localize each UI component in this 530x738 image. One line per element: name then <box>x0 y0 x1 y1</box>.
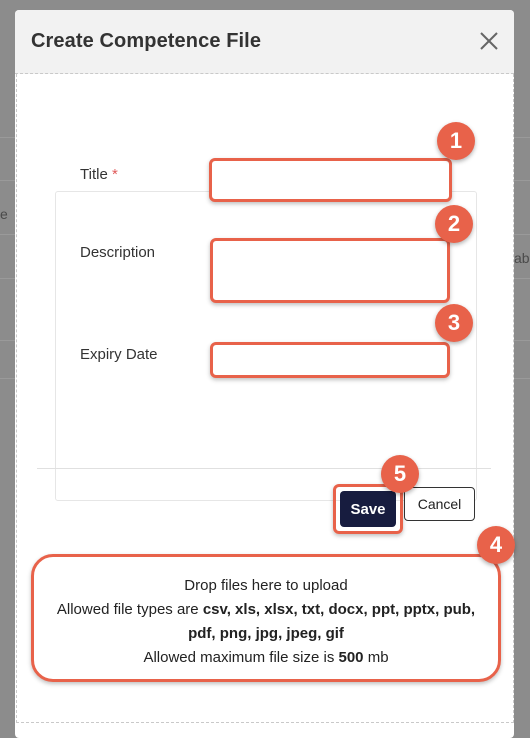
annotation-badge-2: 2 <box>435 205 473 243</box>
file-dropzone[interactable] <box>31 554 501 682</box>
annotation-badge-1: 1 <box>437 122 475 160</box>
footer-divider <box>37 468 491 469</box>
modal-title: Create Competence File <box>31 30 262 52</box>
dropzone-instruction: Drop files here to upload <box>184 577 348 594</box>
cancel-button[interactable]: Cancel <box>404 487 475 521</box>
title-label: Title * <box>80 166 118 183</box>
annotation-badge-5: 5 <box>381 455 419 493</box>
max-size-line: Allowed maximum file size is 500 mb <box>143 649 389 666</box>
allowed-types-line-2: pdf, png, jpg, jpeg, gif <box>188 625 344 642</box>
background-text: ab <box>514 250 530 266</box>
allowed-types-line: Allowed file types are csv, xls, xlsx, txt, docx, ppt, pptx, pub, <box>56 601 476 618</box>
description-label: Description <box>80 244 156 261</box>
modal-header <box>15 10 514 74</box>
create-competence-file-modal <box>15 10 514 738</box>
expiry-date-field[interactable] <box>210 342 450 378</box>
expiry-date-label: Expiry Date <box>80 346 158 363</box>
annotation-badge-3: 3 <box>435 304 473 342</box>
title-input[interactable] <box>212 161 449 199</box>
expiry-date-input[interactable] <box>213 345 447 375</box>
required-marker: * <box>111 166 118 183</box>
annotation-badge-4: 4 <box>477 526 515 564</box>
background-text: e <box>0 206 8 222</box>
save-button[interactable]: Save <box>340 491 396 527</box>
description-field[interactable] <box>210 238 450 303</box>
description-input[interactable] <box>213 241 447 300</box>
title-field[interactable] <box>209 158 452 202</box>
close-icon[interactable] <box>476 28 502 54</box>
